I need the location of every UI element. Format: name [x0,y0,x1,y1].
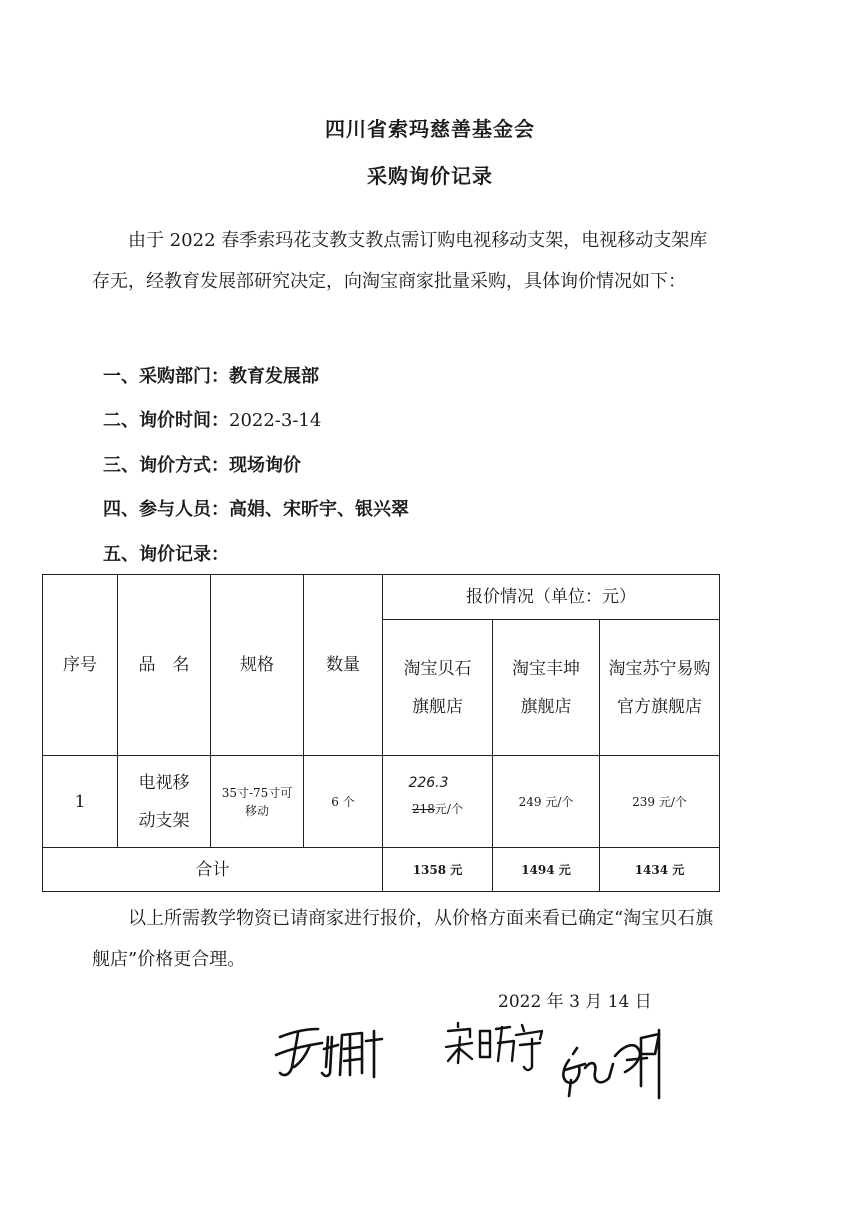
row-price-vendor-3: 239 元/个 [600,756,720,848]
item-label: 一、采购部门： [103,366,229,387]
header-qty: 数量 [304,575,383,756]
item-value: 2022-3-14 [229,410,322,431]
item-label: 二、询价时间： [103,410,229,431]
procurement-department [103,362,319,388]
inquiry-record-heading [103,540,229,566]
price-unit: 元/个 [434,801,463,816]
total-vendor-3: 1434 元 [600,848,720,892]
item-label: 三、询价方式： [103,455,229,476]
item-label: 四、参与人员： [103,499,229,520]
header-quote-group: 报价情况（单位：元） [383,575,720,620]
item-value: 高娟、宋昕宇、银兴翠 [229,499,409,520]
signature-2-image [440,1017,550,1073]
total-label: 合计 [43,848,383,892]
row-qty: 6 个 [304,756,383,848]
header-name: 品 名 [118,575,211,756]
struck-price: 218 [412,801,435,816]
header-no: 序号 [43,575,118,756]
total-vendor-1: 1358 元 [383,848,493,892]
document-date: 2022 年 3 月 14 日 [498,992,652,1012]
inquiry-method [103,451,301,477]
document-title: 采购询价记录 [367,164,493,188]
row-price-vendor-1 [383,756,493,848]
row-no: 1 [43,756,118,848]
item-value: 现场询价 [229,455,301,476]
participants [103,495,409,521]
inquiry-date [103,406,321,432]
row-price-vendor-2: 249 元/个 [493,756,600,848]
intro-paragraph: 由于 2022 春季索玛花支教支教点需订购电视移动支架，电视移动支架库存无，经教育发展部研究决定，向淘宝商家批量采购，具体询价情况如下： [92,230,708,292]
header-spec: 规格 [211,575,304,756]
signature-1-image [270,1015,390,1085]
header-vendor-2: 淘宝丰坤旗舰店 [493,620,600,756]
signature-3-image [555,1024,675,1104]
item-label: 五、询价记录： [103,544,229,565]
inquiry-table [42,574,720,892]
row-spec: 35寸-75寸可移动 [211,756,304,848]
item-value: 教育发展部 [229,366,319,387]
header-vendor-3: 淘宝苏宁易购官方旗舰店 [600,620,720,756]
total-vendor-2: 1494 元 [493,848,600,892]
header-vendor-1: 淘宝贝石旗舰店 [383,620,493,756]
handwritten-price: 226.3 [408,774,449,791]
org-title: 四川省索玛慈善基金会 [325,117,535,141]
conclusion-paragraph: 以上所需教学物资已请商家进行报价，从价格方面来看已确定“淘宝贝石旗舰店”价格更合理。 [92,908,714,970]
row-name: 电视移动支架 [118,756,211,848]
